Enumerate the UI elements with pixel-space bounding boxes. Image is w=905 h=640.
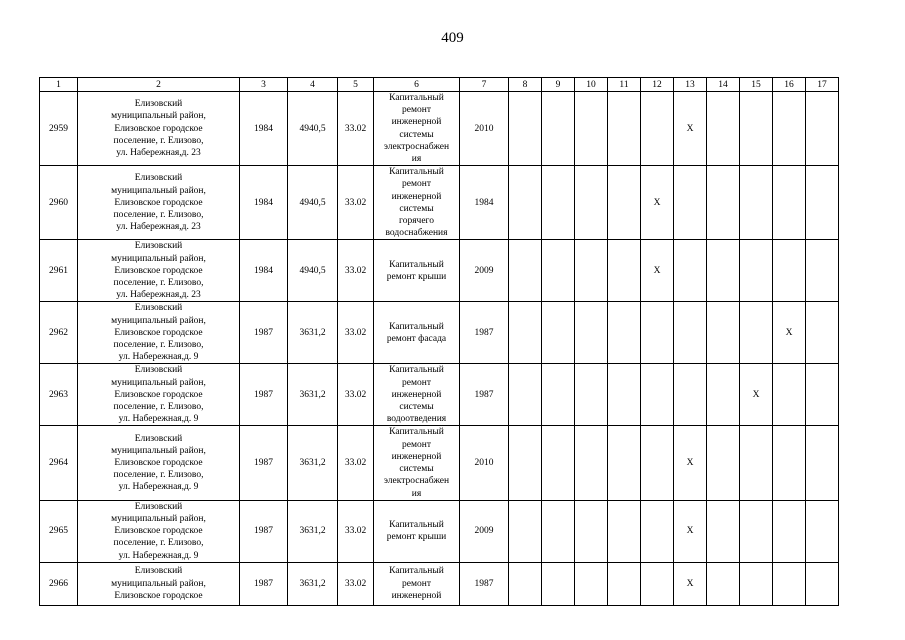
work-year-cell: 2010	[460, 426, 509, 500]
mark-cell	[806, 500, 839, 562]
column-header: 13	[674, 78, 707, 92]
mark-cell	[707, 364, 740, 426]
mark-cell	[740, 92, 773, 166]
mark-cell	[773, 500, 806, 562]
column-header: 12	[641, 78, 674, 92]
mark-cell	[608, 364, 641, 426]
mark-cell	[740, 166, 773, 240]
work-type-cell: Капитальный ремонт инженерной системы электроснабжен ия	[374, 92, 460, 166]
mark-cell	[575, 302, 608, 364]
mark-cell: X	[740, 364, 773, 426]
row-number-cell: 2961	[40, 240, 78, 302]
mark-cell	[575, 92, 608, 166]
mark-cell	[509, 562, 542, 605]
column-header: 3	[240, 78, 288, 92]
column-header: 14	[707, 78, 740, 92]
year-built-cell: 1987	[240, 364, 288, 426]
mark-cell	[575, 240, 608, 302]
area-cell: 4940,5	[288, 92, 338, 166]
mark-cell	[608, 302, 641, 364]
work-year-cell: 1987	[460, 364, 509, 426]
mark-cell	[806, 92, 839, 166]
mark-cell	[608, 166, 641, 240]
mark-cell	[509, 500, 542, 562]
mark-cell	[509, 302, 542, 364]
mark-cell	[542, 364, 575, 426]
column-header: 10	[575, 78, 608, 92]
data-table	[39, 77, 839, 606]
mark-cell	[773, 364, 806, 426]
mark-cell	[707, 166, 740, 240]
row-number-cell: 2960	[40, 166, 78, 240]
code-cell: 33.02	[338, 364, 374, 426]
table-header	[40, 78, 839, 92]
mark-cell	[641, 302, 674, 364]
mark-cell: X	[674, 500, 707, 562]
mark-cell: X	[674, 426, 707, 500]
mark-cell	[575, 166, 608, 240]
mark-cell	[773, 562, 806, 605]
mark-cell	[509, 240, 542, 302]
address-cell: Елизовский муниципальный район, Елизовское городское поселение, г. Елизово, ул. Набережная,д. 23	[78, 92, 240, 166]
area-cell: 4940,5	[288, 166, 338, 240]
code-cell: 33.02	[338, 92, 374, 166]
table-row	[40, 166, 839, 240]
work-year-cell: 2009	[460, 240, 509, 302]
column-header: 4	[288, 78, 338, 92]
mark-cell: X	[773, 302, 806, 364]
row-number-cell: 2962	[40, 302, 78, 364]
mark-cell	[740, 240, 773, 302]
mark-cell	[542, 166, 575, 240]
mark-cell	[509, 92, 542, 166]
table-body	[40, 92, 839, 606]
mark-cell	[641, 92, 674, 166]
mark-cell	[707, 240, 740, 302]
mark-cell	[608, 240, 641, 302]
row-number-cell: 2959	[40, 92, 78, 166]
code-cell: 33.02	[338, 500, 374, 562]
mark-cell	[806, 364, 839, 426]
work-type-cell: Капитальный ремонт крыши	[374, 500, 460, 562]
mark-cell	[773, 426, 806, 500]
mark-cell	[542, 426, 575, 500]
mark-cell	[542, 92, 575, 166]
mark-cell	[575, 364, 608, 426]
mark-cell	[707, 500, 740, 562]
address-cell: Елизовский муниципальный район, Елизовское городское поселение, г. Елизово, ул. Набережная,д. 23	[78, 240, 240, 302]
mark-cell	[641, 562, 674, 605]
work-year-cell: 1987	[460, 302, 509, 364]
mark-cell	[608, 92, 641, 166]
mark-cell	[575, 500, 608, 562]
year-built-cell: 1984	[240, 166, 288, 240]
year-built-cell: 1987	[240, 302, 288, 364]
area-cell: 3631,2	[288, 500, 338, 562]
year-built-cell: 1987	[240, 562, 288, 605]
mark-cell	[773, 240, 806, 302]
page-number: 409	[441, 30, 464, 46]
work-year-cell: 2010	[460, 92, 509, 166]
mark-cell	[641, 426, 674, 500]
column-header: 8	[509, 78, 542, 92]
mark-cell	[509, 364, 542, 426]
address-cell: Елизовский муниципальный район, Елизовское городское поселение, г. Елизово, ул. Набережная,д. 9	[78, 364, 240, 426]
mark-cell	[542, 562, 575, 605]
mark-cell	[641, 364, 674, 426]
mark-cell	[773, 92, 806, 166]
mark-cell	[806, 240, 839, 302]
mark-cell	[806, 562, 839, 605]
table-row	[40, 562, 839, 605]
work-year-cell: 1987	[460, 562, 509, 605]
mark-cell: X	[674, 92, 707, 166]
code-cell: 33.02	[338, 562, 374, 605]
area-cell: 3631,2	[288, 364, 338, 426]
year-built-cell: 1987	[240, 500, 288, 562]
table-row	[40, 364, 839, 426]
mark-cell	[674, 302, 707, 364]
work-type-cell: Капитальный ремонт инженерной системы электроснабжен ия	[374, 426, 460, 500]
code-cell: 33.02	[338, 240, 374, 302]
column-header: 2	[78, 78, 240, 92]
mark-cell	[806, 166, 839, 240]
mark-cell	[707, 92, 740, 166]
mark-cell	[674, 364, 707, 426]
mark-cell: X	[641, 166, 674, 240]
mark-cell: X	[641, 240, 674, 302]
address-cell: Елизовский муниципальный район, Елизовское городское поселение, г. Елизово, ул. Набережная,д. 9	[78, 302, 240, 364]
column-header: 1	[40, 78, 78, 92]
row-number-cell: 2964	[40, 426, 78, 500]
column-header: 17	[806, 78, 839, 92]
column-header: 16	[773, 78, 806, 92]
code-cell: 33.02	[338, 166, 374, 240]
mark-cell	[575, 426, 608, 500]
mark-cell	[542, 240, 575, 302]
work-year-cell: 2009	[460, 500, 509, 562]
work-year-cell: 1984	[460, 166, 509, 240]
mark-cell	[575, 562, 608, 605]
year-built-cell: 1984	[240, 92, 288, 166]
table-row	[40, 302, 839, 364]
area-cell: 4940,5	[288, 240, 338, 302]
mark-cell	[773, 166, 806, 240]
code-cell: 33.02	[338, 302, 374, 364]
address-cell: Елизовский муниципальный район, Елизовское городское поселение, г. Елизово, ул. Набережная,д. 9	[78, 426, 240, 500]
mark-cell	[740, 426, 773, 500]
column-header: 9	[542, 78, 575, 92]
row-number-cell: 2963	[40, 364, 78, 426]
mark-cell	[674, 240, 707, 302]
work-type-cell: Капитальный ремонт инженерной	[374, 562, 460, 605]
table-row	[40, 500, 839, 562]
table-row	[40, 240, 839, 302]
work-type-cell: Капитальный ремонт инженерной системы горячего водоснабжения	[374, 166, 460, 240]
column-header: 11	[608, 78, 641, 92]
mark-cell	[740, 562, 773, 605]
mark-cell	[608, 500, 641, 562]
mark-cell	[806, 302, 839, 364]
column-header: 7	[460, 78, 509, 92]
area-cell: 3631,2	[288, 562, 338, 605]
mark-cell	[542, 302, 575, 364]
year-built-cell: 1984	[240, 240, 288, 302]
mark-cell	[542, 500, 575, 562]
mark-cell: X	[674, 562, 707, 605]
row-number-cell: 2965	[40, 500, 78, 562]
mark-cell	[707, 302, 740, 364]
mark-cell	[674, 166, 707, 240]
year-built-cell: 1987	[240, 426, 288, 500]
mark-cell	[707, 562, 740, 605]
address-cell: Елизовский муниципальный район, Елизовское городское поселение, г. Елизово, ул. Набережная,д. 9	[78, 500, 240, 562]
code-cell: 33.02	[338, 426, 374, 500]
row-number-cell: 2966	[40, 562, 78, 605]
mark-cell	[740, 500, 773, 562]
mark-cell	[509, 166, 542, 240]
area-cell: 3631,2	[288, 426, 338, 500]
address-cell: Елизовский муниципальный район, Елизовское городское	[78, 562, 240, 605]
address-cell: Елизовский муниципальный район, Елизовское городское поселение, г. Елизово, ул. Набережная,д. 23	[78, 166, 240, 240]
mark-cell	[707, 426, 740, 500]
area-cell: 3631,2	[288, 302, 338, 364]
column-header: 15	[740, 78, 773, 92]
work-type-cell: Капитальный ремонт фасада	[374, 302, 460, 364]
mark-cell	[608, 562, 641, 605]
mark-cell	[509, 426, 542, 500]
table-row	[40, 92, 839, 166]
column-header: 6	[374, 78, 460, 92]
table-row	[40, 426, 839, 500]
mark-cell	[641, 500, 674, 562]
header-row	[40, 78, 839, 92]
column-header: 5	[338, 78, 374, 92]
mark-cell	[608, 426, 641, 500]
mark-cell	[740, 302, 773, 364]
mark-cell	[806, 426, 839, 500]
work-type-cell: Капитальный ремонт крыши	[374, 240, 460, 302]
work-type-cell: Капитальный ремонт инженерной системы водоотведения	[374, 364, 460, 426]
